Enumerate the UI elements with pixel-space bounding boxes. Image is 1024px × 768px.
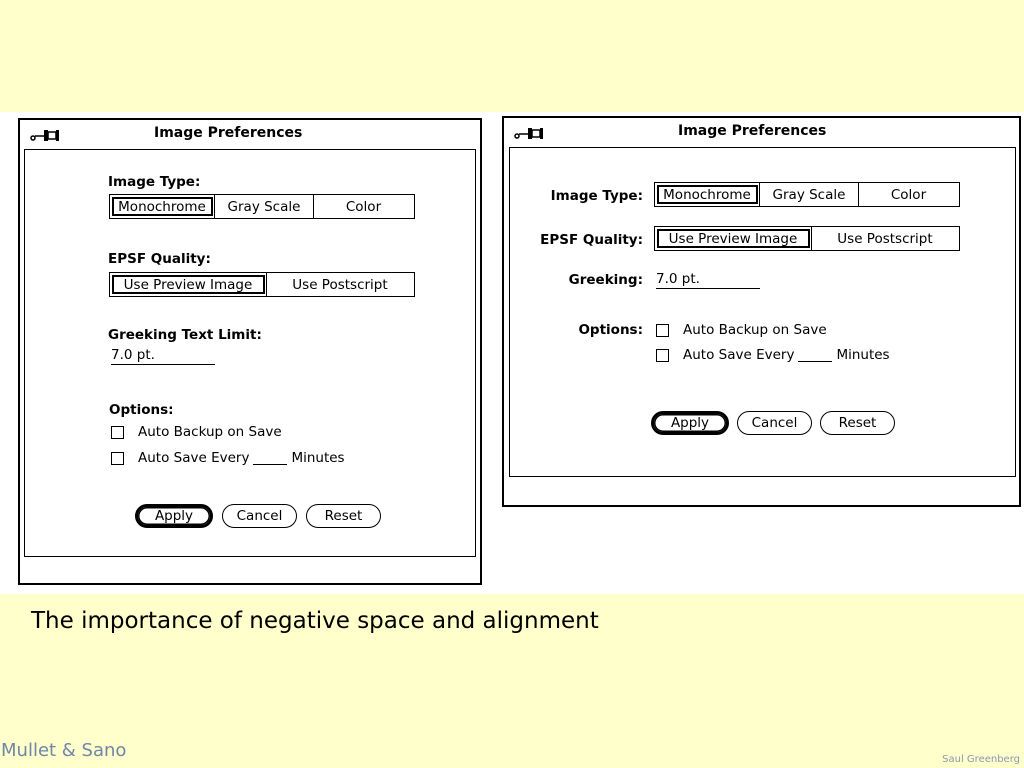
- auto-save-label-post: Minutes: [836, 347, 890, 363]
- image-type-monochrome[interactable]: Monochrome: [655, 183, 760, 206]
- right-dialog-titlebar[interactable]: [504, 118, 1019, 146]
- auto-save-minutes-field[interactable]: [798, 348, 832, 362]
- pushpin-icon[interactable]: [30, 128, 62, 142]
- image-type-label: Image Type:: [550, 188, 643, 204]
- auto-backup-label: Auto Backup on Save: [683, 322, 827, 338]
- auto-save-checkbox[interactable]: [111, 452, 124, 465]
- epsf-quality-selector: [109, 272, 415, 297]
- epsf-use-postscript[interactable]: Use Postscript: [837, 230, 933, 247]
- image-type-monochrome[interactable]: Monochrome: [110, 195, 215, 218]
- auto-backup-option[interactable]: [656, 322, 827, 338]
- auto-backup-checkbox[interactable]: [656, 324, 669, 337]
- right-dialog-content: [509, 147, 1016, 477]
- auto-backup-option[interactable]: [111, 424, 282, 440]
- left-dialog-titlebar[interactable]: [20, 120, 480, 148]
- image-type-gray-scale[interactable]: Gray Scale: [760, 183, 859, 206]
- epsf-use-preview-image[interactable]: Use Preview Image: [655, 227, 812, 250]
- epsf-use-postscript[interactable]: Use Postscript: [292, 276, 388, 293]
- apply-button[interactable]: Apply: [651, 411, 729, 435]
- auto-save-option[interactable]: [656, 347, 890, 363]
- left-dialog-window: [18, 118, 482, 585]
- image-type-selector: [109, 194, 415, 219]
- epsf-quality-label: EPSF Quality:: [540, 232, 643, 248]
- auto-save-option[interactable]: [111, 450, 345, 466]
- reset-button[interactable]: Reset: [820, 411, 895, 435]
- cancel-button[interactable]: Cancel: [222, 504, 297, 528]
- image-type-label: Image Type:: [108, 174, 201, 190]
- auto-save-label-post: Minutes: [291, 450, 345, 466]
- slide-caption: The importance of negative space and alignment: [31, 608, 599, 634]
- image-type-color[interactable]: Color: [890, 186, 927, 203]
- reset-button[interactable]: Reset: [306, 504, 381, 528]
- left-dialog-content: [24, 149, 476, 557]
- greeking-field[interactable]: 7.0 pt.: [111, 347, 215, 365]
- options-label: Options:: [109, 402, 174, 418]
- greeking-label: Greeking Text Limit:: [108, 327, 262, 343]
- auto-save-checkbox[interactable]: [656, 349, 669, 362]
- author-credit: Saul Greenberg: [942, 754, 1020, 765]
- auto-backup-checkbox[interactable]: [111, 426, 124, 439]
- epsf-quality-selector: [654, 226, 960, 251]
- greeking-field[interactable]: 7.0 pt.: [656, 271, 760, 289]
- auto-save-label-pre: Auto Save Every: [138, 450, 250, 466]
- cancel-button[interactable]: Cancel: [737, 411, 812, 435]
- pushpin-icon[interactable]: [514, 126, 546, 140]
- epsf-quality-label: EPSF Quality:: [108, 251, 211, 267]
- image-type-color[interactable]: Color: [345, 198, 382, 215]
- image-type-gray-scale[interactable]: Gray Scale: [215, 195, 314, 218]
- auto-save-label-pre: Auto Save Every: [683, 347, 795, 363]
- auto-backup-label: Auto Backup on Save: [138, 424, 282, 440]
- auto-save-minutes-field[interactable]: [253, 451, 287, 465]
- apply-button[interactable]: Apply: [135, 504, 213, 528]
- greeking-label: Greeking:: [568, 272, 643, 288]
- dialog-title: Image Preferences: [678, 123, 827, 139]
- options-label: Options:: [578, 322, 643, 338]
- dialog-title: Image Preferences: [154, 125, 303, 141]
- image-type-selector: [654, 182, 960, 207]
- right-dialog-window: [502, 116, 1021, 507]
- source-credit: Mullet & Sano: [1, 740, 127, 761]
- epsf-use-preview-image[interactable]: Use Preview Image: [110, 273, 267, 296]
